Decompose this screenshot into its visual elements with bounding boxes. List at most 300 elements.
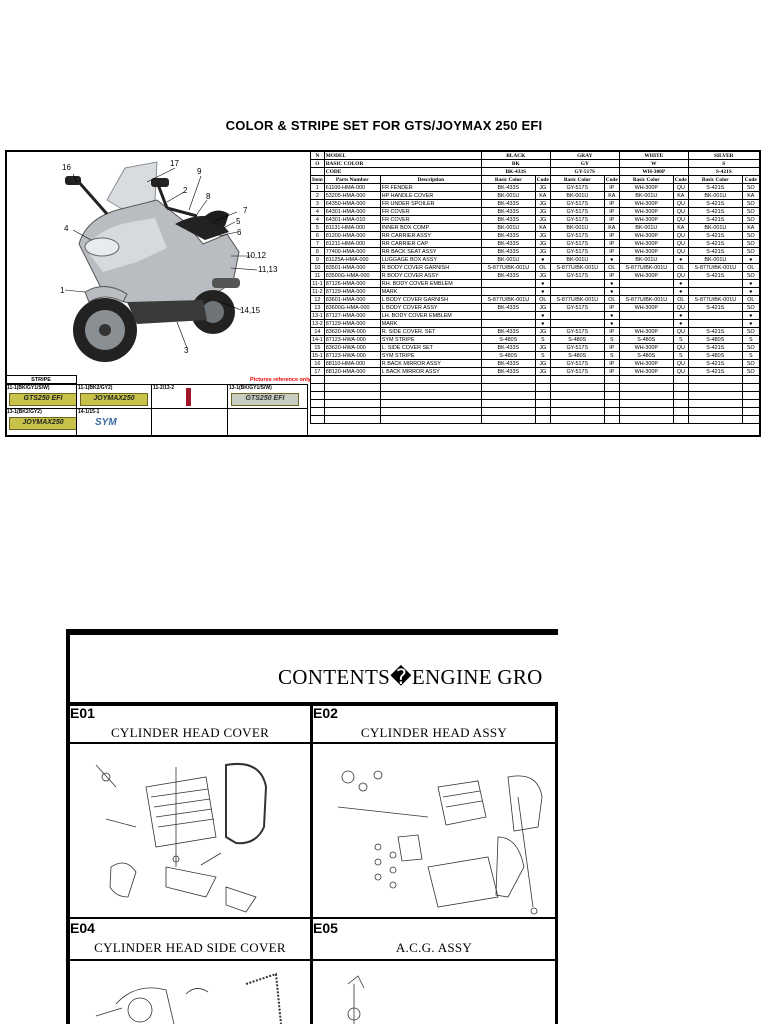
part-number-cell: 87129-HMA-000 [324,320,380,328]
color-header: GY [550,160,619,168]
no-cell: O [311,160,325,168]
table-row [311,320,760,328]
color-cell: BK-433S [481,248,535,256]
color-cell: SO [742,368,759,376]
part-number-cell: 53205-HMA-000 [324,192,380,200]
color-cell: JG [535,368,550,376]
color-cell: ● [673,312,688,320]
description-cell: SYM STRIPE [380,336,481,344]
color-header: W [619,160,688,168]
color-cell: BK-001U [550,224,604,232]
table-row [311,360,760,368]
color-cell: GY-517S [550,304,604,312]
description-cell: FR FENDER [380,184,481,192]
panel-title: A.C.G. ASSY [395,940,473,955]
color-cell: JG [535,304,550,312]
color-cell: S-480S [481,352,535,360]
no-cell [311,168,325,176]
empty-cell [481,384,535,392]
color-cell: GY-517S [550,368,604,376]
color-cell: IP [604,200,619,208]
empty-cell [619,408,673,416]
part-number-cell: 87127-HMA-000 [324,312,380,320]
color-cell: WH-300P [619,360,673,368]
description-cell: INNER BOX COMP [380,224,481,232]
color-cell: QU [673,232,688,240]
color-cell: BK-001U [688,192,742,200]
table-row [311,192,760,200]
empty-cell [535,416,550,424]
color-cell: JG [535,272,550,280]
item-cell: 13 [311,304,325,312]
color-cell: S-877U/BK-001U [619,296,673,304]
color-cell: JG [535,232,550,240]
empty-cell [550,400,604,408]
callout-label: 1 [60,286,65,295]
color-cell: BK-433S [481,360,535,368]
color-cell: BK-433S [481,240,535,248]
color-cell: BK-433S [481,232,535,240]
color-cell: GY-517S [550,208,604,216]
color-cell [688,320,742,328]
color-cell: JG [535,360,550,368]
color-cell: QU [673,328,688,336]
color-cell [481,312,535,320]
column-head: Code [742,176,759,184]
parts-color-table [310,151,760,424]
callout-label: 2 [183,186,188,195]
color-cell: ● [604,288,619,296]
empty-cell [673,408,688,416]
table-row [311,208,760,216]
description-cell: R BODY COVER GARNISH [380,264,481,272]
part-number-cell: 81200-HMA-000 [324,232,380,240]
description-cell: HP HANDLE COVER [380,192,481,200]
color-cell: GY-517S [550,272,604,280]
callout-label: 14,15 [240,306,261,315]
color-cell: ● [742,256,759,264]
table-row [311,368,760,376]
color-cell: S-877U/BK-001U [481,264,535,272]
description-cell: LUGGAGE BOX ASSY [380,256,481,264]
empty-cell [742,384,759,392]
stripe-badge: JOYMAX250 [9,417,77,430]
color-cell: S-877U/BK-001U [688,296,742,304]
column-head: Code [674,176,687,183]
stripe-cell [5,408,77,437]
color-cell: OL [673,264,688,272]
description-cell: R BODY COVER ASSY [380,272,481,280]
item-cell: 11-1 [312,280,323,287]
color-cell: KA [742,192,759,200]
description-cell: R BACK MIRROR ASSY [380,360,481,368]
color-cell: BK-433S [481,344,535,352]
stripe-cell [5,384,77,409]
description-cell: MARK [380,320,481,328]
color-cell: GY-517S [550,216,604,224]
color-cell: S-480S [550,352,604,360]
color-cell: WH-300P [619,272,673,280]
stripe-cell-label: 11-2/13-2 [153,385,175,391]
color-cell [619,312,673,320]
color-cell: QU [673,216,688,224]
color-cell: OL [673,296,688,304]
empty-cell [380,392,481,400]
color-cell: WH-300P [619,208,673,216]
table-row [311,232,760,240]
table-row-empty [311,400,760,408]
stripe-badge: JOYMAX250 [80,393,148,406]
color-cell: KA [673,224,688,232]
color-cell: QU [673,248,688,256]
item-cell: 14-1 [312,336,323,343]
color-cell: S-421S [688,184,742,192]
color-cell: QU [673,304,688,312]
color-cell: S-480S [481,336,535,344]
color-cell: JG [535,216,550,224]
color-header: BK-433S [481,168,550,176]
color-cell: IP [604,184,619,192]
table-row [311,264,760,272]
color-cell: GY-517S [550,240,604,248]
no-cell: N [311,152,325,160]
empty-cell [673,400,688,408]
item-cell: 6 [311,232,325,240]
empty-cell [673,376,688,384]
description-cell: FR COVER [380,208,481,216]
color-cell: JG [535,200,550,208]
color-cell: OL [604,296,619,304]
color-cell: OL [535,296,550,304]
color-cell: S-877U/BK-001U [550,296,604,304]
empty-cell [535,376,550,384]
color-cell: ● [742,280,759,288]
empty-cell [311,416,325,424]
callout-label: 3 [184,346,189,355]
color-cell: S-421S [688,272,742,280]
color-cell: GY-517S [550,328,604,336]
empty-cell [481,400,535,408]
item-cell: 9 [311,256,325,264]
empty-cell [311,392,325,400]
stripe-cell-empty [227,408,308,437]
item-cell: 14 [311,328,325,336]
color-cell: ● [604,312,619,320]
color-cell: KA [673,192,688,200]
empty-cell [481,408,535,416]
callout-label: 7 [243,206,248,215]
empty-cell [535,392,550,400]
empty-cell [604,416,619,424]
color-cell [481,320,535,328]
item-cell: 11-2 [312,288,323,295]
color-cell: SO [742,184,759,192]
empty-cell [550,376,604,384]
item-cell: 16 [311,360,325,368]
color-header: WH-300P [619,168,688,176]
color-cell: QU [673,184,688,192]
column-head: Description [380,176,481,184]
part-number-cell: 81211-HMA-000 [324,240,380,248]
empty-cell [604,400,619,408]
color-cell: GY-517S [550,200,604,208]
color-cell: QU [673,200,688,208]
empty-cell [550,408,604,416]
stripe-cell [76,384,152,409]
color-cell: BK-001U [550,256,604,264]
column-head: Code [605,176,618,183]
empty-cell [604,376,619,384]
item-cell: 5 [311,224,325,232]
color-cell: SO [742,200,759,208]
color-cell: OL [742,264,759,272]
color-cell: JG [535,208,550,216]
stripe-cell-empty [151,408,228,437]
empty-cell [688,408,742,416]
color-cell: BK-001U [619,256,673,264]
table-header-row [311,160,760,168]
color-cell: SO [742,216,759,224]
empty-cell [481,416,535,424]
color-header: S-421S [688,168,759,176]
empty-cell [535,400,550,408]
color-cell [688,288,742,296]
color-cell: QU [673,360,688,368]
acg-assy-drawing [318,964,550,1024]
empty-cell [550,392,604,400]
column-head: Basic Color [550,176,604,184]
panel-title: CYLINDER HEAD COVER [110,725,270,740]
color-cell [688,280,742,288]
empty-cell [380,376,481,384]
table-row [311,224,760,232]
color-cell: S-421S [688,200,742,208]
item-cell: 11 [311,272,325,280]
part-number-cell: 83600G-HMA-000 [324,304,380,312]
color-header: BLACK [481,152,550,160]
color-cell: ● [535,320,550,328]
color-cell: OL [742,296,759,304]
color-cell: S-421S [688,208,742,216]
color-cell: ● [535,256,550,264]
item-cell: 1 [311,184,325,192]
color-cell: KA [604,224,619,232]
color-cell: WH-300P [619,184,673,192]
color-cell: BK-433S [481,184,535,192]
callout-label: 5 [236,217,241,226]
description-cell: L. SIDE COVER SET [380,344,481,352]
panel-code: E05 [313,920,338,936]
color-cell: ● [673,288,688,296]
color-cell: IP [604,208,619,216]
table-row [311,240,760,248]
empty-cell [604,392,619,400]
color-cell: ● [535,288,550,296]
table-row [311,296,760,304]
stripe-cell [151,384,228,409]
stripe-cell [76,408,152,437]
color-cell: ● [604,256,619,264]
callout-label: 17 [170,159,179,168]
color-header: SILVER [688,152,759,160]
color-cell: ● [742,312,759,320]
color-cell: S [673,336,688,344]
color-cell: GY-517S [550,184,604,192]
color-cell: S-877U/BK-001U [481,296,535,304]
callout-label: 8 [206,192,211,201]
color-cell: QU [673,240,688,248]
empty-cell [619,376,673,384]
color-cell: S [742,352,759,360]
color-cell: IP [604,368,619,376]
color-cell: SO [742,248,759,256]
empty-cell [673,384,688,392]
empty-cell [619,400,673,408]
part-number-cell: 87129-HMA-000 [324,288,380,296]
empty-cell [324,408,380,416]
empty-cell [619,416,673,424]
column-head-row [311,176,760,184]
color-cell: JG [535,344,550,352]
header-label: MODEL [324,152,481,160]
part-number-cell: 61100-HMA-000 [324,184,380,192]
color-cell [619,280,673,288]
color-cell: IP [604,240,619,248]
color-cell: S-480S [619,352,673,360]
color-cell [619,320,673,328]
empty-cell [380,384,481,392]
color-cell: ● [742,320,759,328]
description-cell: SYM STRIPE [380,352,481,360]
color-cell: BK-001U [481,224,535,232]
color-cell: S-877U/BK-001U [688,264,742,272]
color-cell [550,288,604,296]
panel-code: E01 [70,705,95,721]
cylinder-head-cover-drawing [76,747,306,917]
table-row [311,288,760,296]
table-header-row [311,168,760,176]
table-row [311,184,760,192]
table-row [311,312,760,320]
color-cell: IP [604,360,619,368]
color-cell: GY-517S [550,344,604,352]
color-cell: BK-001U [481,256,535,264]
color-cell: IP [604,272,619,280]
color-cell [550,280,604,288]
color-cell: S-421S [688,248,742,256]
empty-cell [688,400,742,408]
color-cell: SO [742,344,759,352]
part-number-cell: 83500G-HMA-000 [324,272,380,280]
color-cell: S [535,336,550,344]
color-cell: ● [535,280,550,288]
empty-cell [311,408,325,416]
empty-cell [535,384,550,392]
right-rule [555,702,558,1024]
callout-label: 9 [197,167,202,176]
part-number-cell: 83601-HMA-000 [324,296,380,304]
column-head: Basic Color [688,176,742,184]
red-mark-icon [186,388,191,406]
color-cell: QU [673,368,688,376]
color-cell [688,312,742,320]
column-head: Parts Number [324,176,380,184]
column-head: Basic Color [619,176,673,184]
color-cell: S [742,336,759,344]
color-cell: SO [742,360,759,368]
color-cell: ● [673,280,688,288]
color-cell: S-480S [550,336,604,344]
empty-cell [481,392,535,400]
empty-cell [742,392,759,400]
stripe-cell [227,384,308,409]
color-cell: BK-001U [619,192,673,200]
part-number-cell: 64350-HMA-000 [324,200,380,208]
column-head: Item [312,176,323,183]
color-cell: ● [604,320,619,328]
description-cell: RR BACK SEAT ASSY [380,248,481,256]
color-cell: S-421S [688,240,742,248]
color-cell: KA [535,224,550,232]
item-cell: 17 [311,368,325,376]
description-cell: RR CARRIER ASSY [380,232,481,240]
sheet-left-rule [66,629,70,1024]
table-row [311,272,760,280]
color-cell: WH-300P [619,232,673,240]
part-number-cell: 83620-HWA-000 [324,344,380,352]
rule [66,742,558,744]
color-cell: GY-517S [550,248,604,256]
empty-cell [324,384,380,392]
part-number-cell: 88110-HMA-000 [324,360,380,368]
item-cell: 12 [311,296,325,304]
color-cell: S-421S [688,328,742,336]
color-cell: S-480S [688,336,742,344]
color-cell: WH-300P [619,328,673,336]
color-cell: BK-433S [481,304,535,312]
color-cell: S [604,336,619,344]
color-header: GRAY [550,152,619,160]
item-cell: 7 [311,240,325,248]
color-header: WHITE [619,152,688,160]
empty-cell [688,392,742,400]
color-cell: S [673,352,688,360]
color-cell: WH-300P [619,368,673,376]
description-cell: RH. BODY COVER EMBLEM [380,280,481,288]
empty-cell [742,416,759,424]
item-cell: 3 [311,200,325,208]
description-cell: RR CARRIER CAP [380,240,481,248]
empty-cell [619,384,673,392]
empty-cell [311,376,325,384]
part-number-cell: 88120-HMA-000 [324,368,380,376]
color-cell: IP [604,328,619,336]
empty-cell [688,416,742,424]
empty-cell [688,376,742,384]
color-cell: BK-433S [481,216,535,224]
item-cell: 13-2 [312,320,323,327]
item-cell: 10 [311,264,325,272]
color-cell: BK-433S [481,272,535,280]
color-cell: SO [742,240,759,248]
description-cell: L BODY COVER ASSY [380,304,481,312]
color-cell: S-421S [688,216,742,224]
color-cell: OL [535,264,550,272]
color-cell: BK-001U [481,192,535,200]
color-cell: BK-433S [481,208,535,216]
part-number-cell: 87123-HWA-000 [324,336,380,344]
description-cell: FR UNDER SPOILER [380,200,481,208]
